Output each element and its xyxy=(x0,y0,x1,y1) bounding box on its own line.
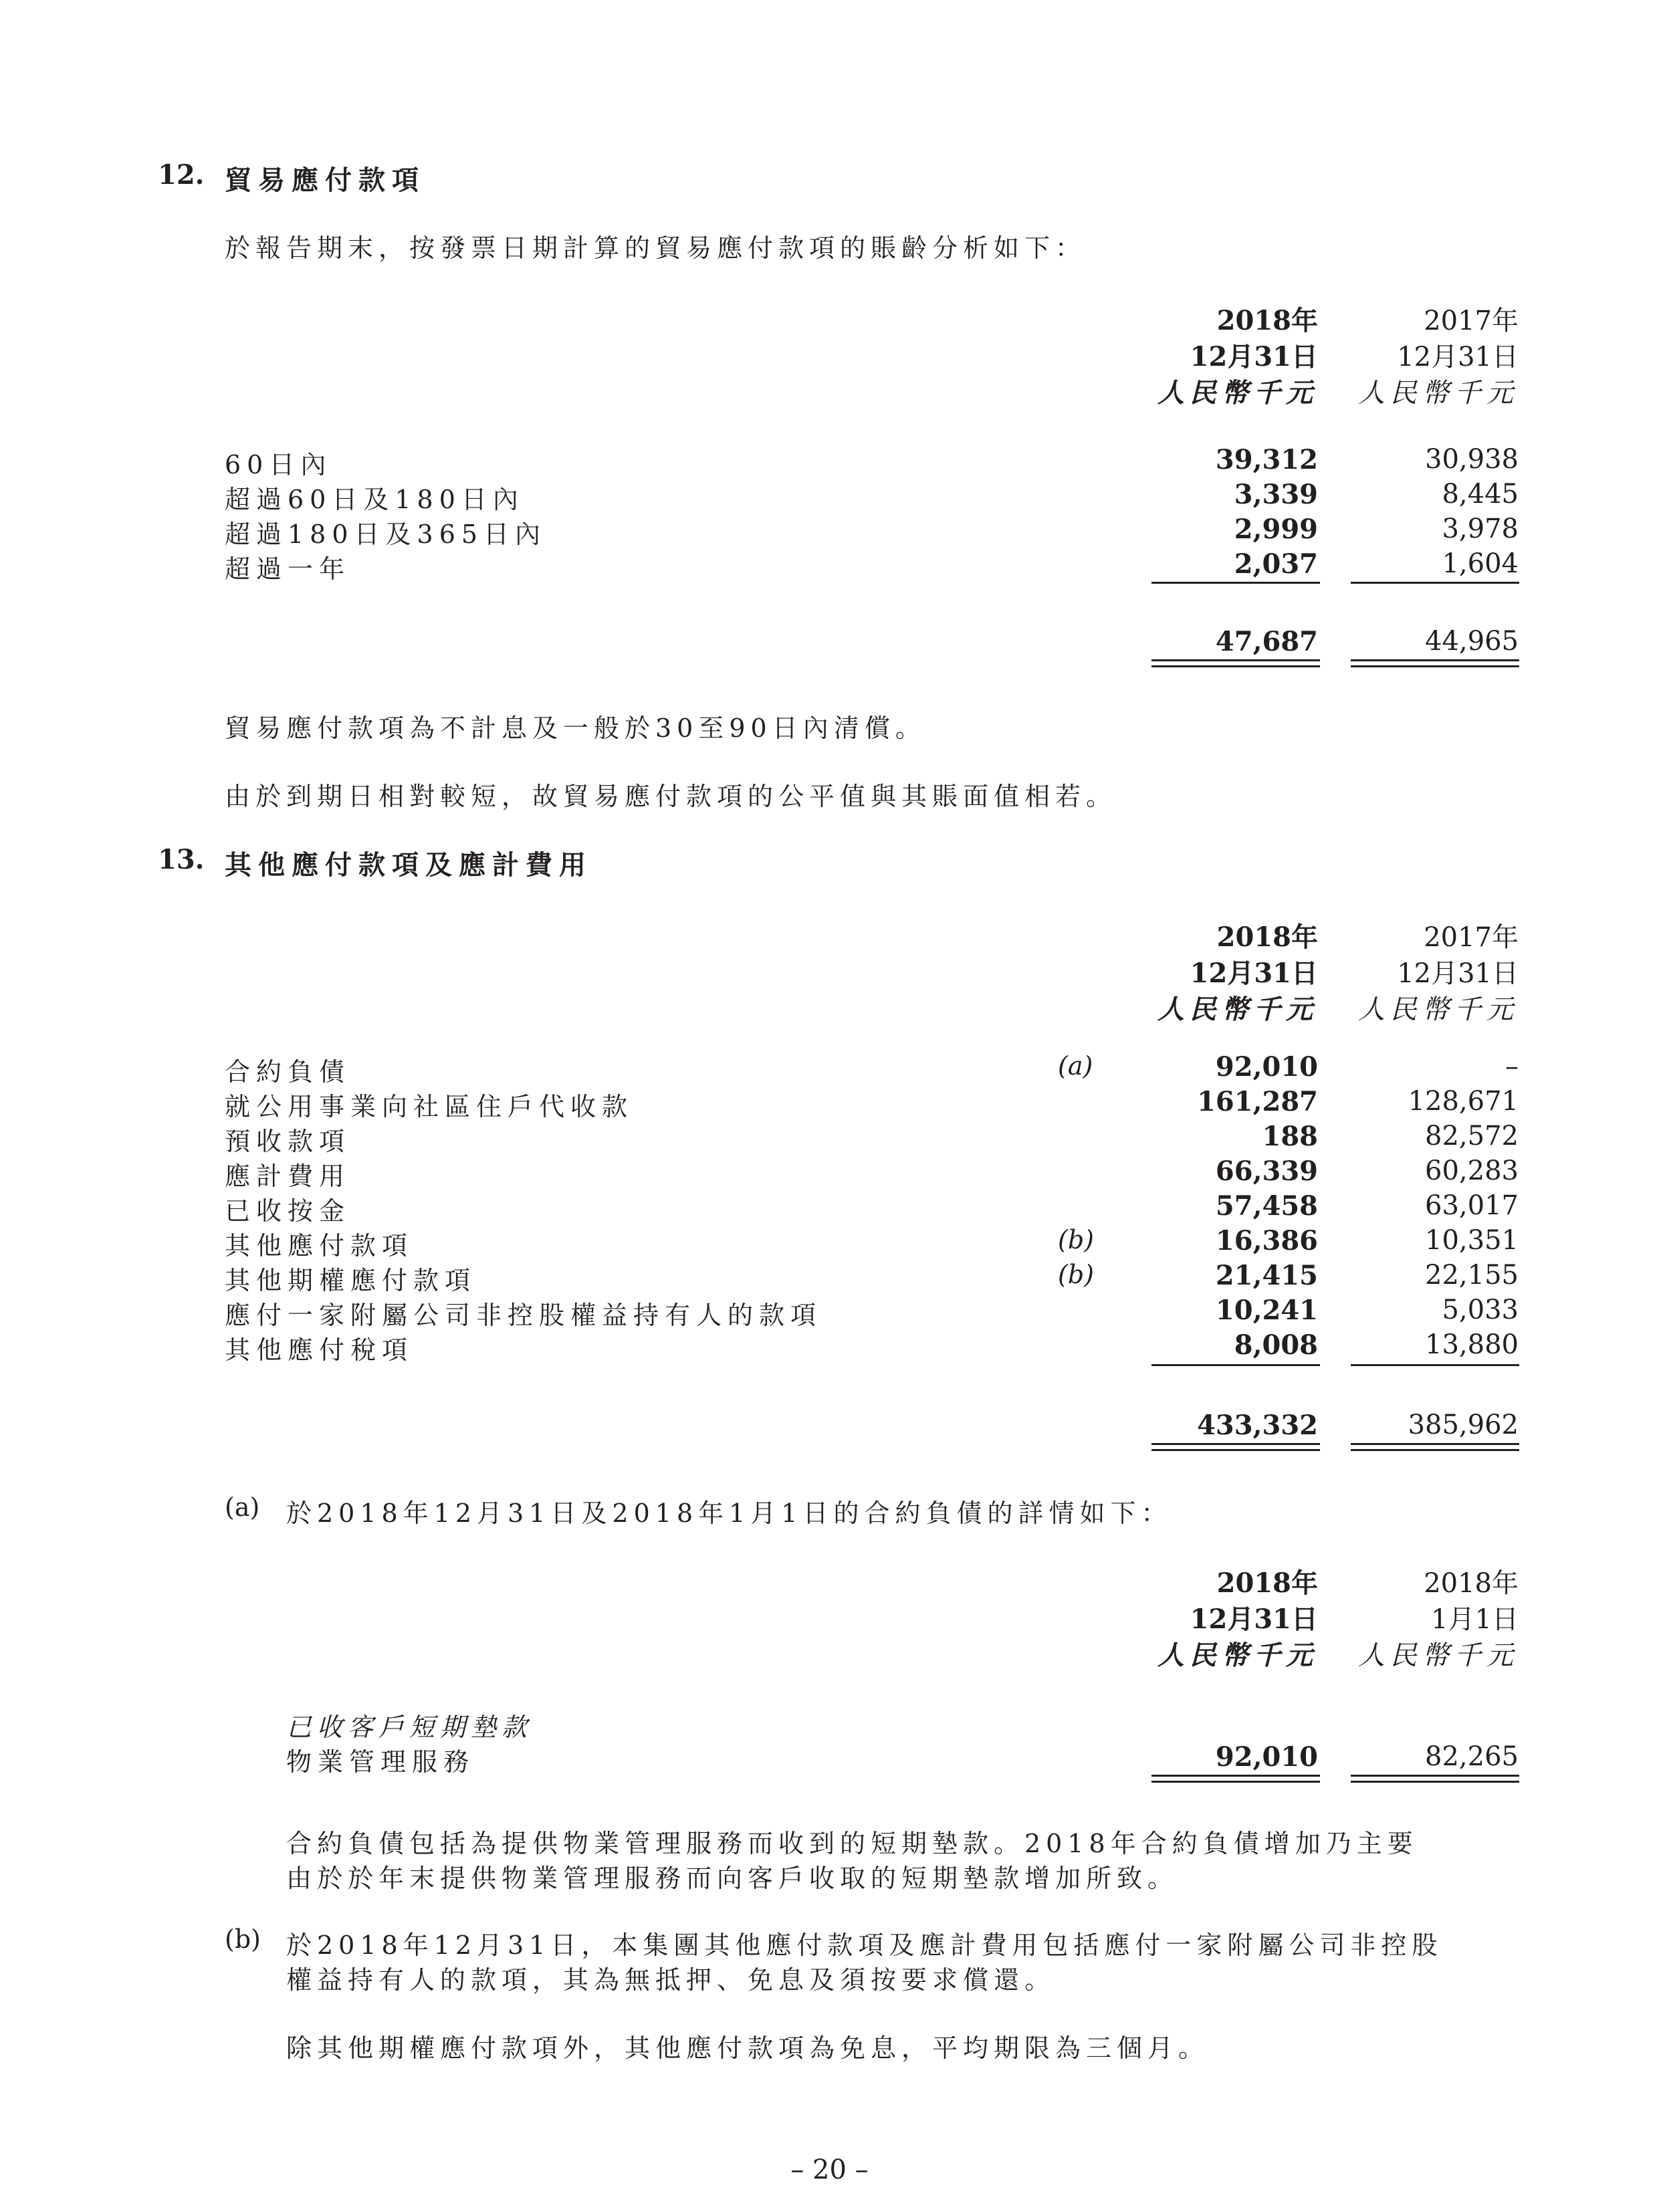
row-label: 應付一家附屬公司非控股權益持有人的款項 xyxy=(225,1301,822,1330)
section-13-title: 其他應付款項及應計費用 xyxy=(225,849,592,881)
value-2018: 2,037 xyxy=(1234,548,1318,580)
row-label: 超過一年 xyxy=(225,554,351,584)
value-2017: 1,604 xyxy=(1442,548,1519,579)
s12-col-2018-date: 12月31日 xyxy=(1190,341,1318,372)
subtotal-rule xyxy=(1351,582,1519,584)
row-label: 就公用事業向社區住戶代收款 xyxy=(225,1092,634,1121)
section-12-intro: 於報告期末，按發票日期計算的貿易應付款項的賬齡分析如下： xyxy=(225,233,1087,263)
note-a-para-line-1: 合約負債包括為提供物業管理服務而收到的短期墊款。2018年合約負債增加乃主要 xyxy=(286,1829,1418,1858)
value-2018: 21,415 xyxy=(1215,1260,1318,1291)
value-2018: 57,458 xyxy=(1215,1190,1318,1222)
row-label: 物業管理服務 xyxy=(286,1747,475,1777)
total-double-rule xyxy=(1151,1443,1320,1451)
value-2017: 63,017 xyxy=(1425,1190,1519,1221)
s13-col-2017-year: 2017年 xyxy=(1424,922,1519,953)
note-b-para: 除其他期權應付款項外，其他應付款項為免息，平均期限為三個月。 xyxy=(286,2033,1210,2063)
note-a-double-rule xyxy=(1351,1775,1519,1783)
s13-col-2018-date: 12月31日 xyxy=(1190,958,1318,989)
row-label: 其他期權應付款項 xyxy=(225,1266,477,1295)
value-2018: 66,339 xyxy=(1215,1155,1318,1187)
section-12-para-1: 貿易應付款項為不計息及一般於30至90日內清償。 xyxy=(225,713,926,743)
row-note-ref: (b) xyxy=(1058,1260,1094,1289)
value-2017: 5,033 xyxy=(1442,1295,1519,1325)
section-13-number: 13. xyxy=(158,844,205,875)
s12-col-2018-unit: 人民幣千元 xyxy=(1157,377,1318,409)
total-double-rule xyxy=(1151,659,1320,667)
section-12-para-2: 由於到期日相對較短，故貿易應付款項的公平值與其賬面值相若。 xyxy=(225,782,1117,811)
value-2018: 2,999 xyxy=(1234,514,1318,545)
subtotal-rule xyxy=(1351,1364,1519,1366)
row-label: 已收按金 xyxy=(225,1196,351,1226)
value-2017: 3,978 xyxy=(1442,514,1519,544)
value-2017: 8,445 xyxy=(1442,479,1519,510)
value-2017: 13,880 xyxy=(1425,1329,1519,1360)
note-b-marker: (b) xyxy=(225,1924,261,1954)
s13-col-2018-year: 2018年 xyxy=(1216,921,1318,953)
note-a-intro: 於2018年12月31日及2018年1月1日的合約負債的詳情如下： xyxy=(286,1499,1172,1528)
total-double-rule xyxy=(1351,1443,1519,1451)
note-a-col2-date: 1月1日 xyxy=(1431,1604,1519,1635)
page-number: – 20 – xyxy=(790,2154,869,2185)
note-a-double-rule xyxy=(1151,1775,1320,1783)
note-a-para-line-2: 由於於年末提供物業管理服務而向客戶收取的短期墊款增加所致。 xyxy=(286,1864,1179,1893)
row-label: 超過60日及180日內 xyxy=(225,485,524,514)
value-2018: 92,010 xyxy=(1215,1051,1318,1083)
note-a-value-2: 82,265 xyxy=(1425,1741,1519,1772)
section-12-title: 貿易應付款項 xyxy=(225,164,425,196)
total-2018: 433,332 xyxy=(1197,1410,1318,1441)
note-a-col1-year: 2018年 xyxy=(1216,1567,1318,1599)
row-label: 60日內 xyxy=(225,450,332,479)
subtotal-rule xyxy=(1151,1364,1320,1366)
value-2017: 22,155 xyxy=(1425,1260,1519,1291)
value-2017: 10,351 xyxy=(1425,1225,1519,1256)
row-label: 超過180日及365日內 xyxy=(225,520,547,549)
row-label: 應計費用 xyxy=(225,1162,351,1191)
note-a-col2-year: 2018年 xyxy=(1424,1568,1519,1599)
row-note-ref: (b) xyxy=(1058,1225,1094,1254)
value-2017: 30,938 xyxy=(1425,444,1519,475)
s13-col-2017-unit: 人民幣千元 xyxy=(1358,994,1519,1025)
note-a-caption: 已收客戶短期墊款 xyxy=(286,1712,533,1742)
value-2018: 8,008 xyxy=(1234,1329,1318,1361)
value-2017: 128,671 xyxy=(1408,1086,1519,1117)
note-b-line-1: 於2018年12月31日，本集團其他應付款項及應計費用包括應付一家附屬公司非控股 xyxy=(286,1930,1443,1960)
note-a-col1-date: 12月31日 xyxy=(1190,1603,1318,1635)
subtotal-rule xyxy=(1151,582,1320,584)
value-2017: 60,283 xyxy=(1425,1155,1519,1186)
s12-col-2017-year: 2017年 xyxy=(1424,306,1519,336)
value-2018: 188 xyxy=(1262,1121,1318,1152)
value-2017: 82,572 xyxy=(1425,1121,1519,1151)
value-2017: – xyxy=(1505,1051,1519,1082)
row-label: 其他應付稅項 xyxy=(225,1335,414,1365)
note-b-line-2: 權益持有人的款項，其為無抵押、免息及須按要求償還。 xyxy=(286,1965,1056,1995)
note-a-col1-unit: 人民幣千元 xyxy=(1157,1640,1318,1671)
section-12-number: 12. xyxy=(158,159,205,191)
value-2018: 16,386 xyxy=(1215,1225,1318,1256)
s12-col-2017-unit: 人民幣千元 xyxy=(1358,378,1519,409)
note-a-marker: (a) xyxy=(225,1492,260,1522)
total-2017: 44,965 xyxy=(1425,626,1519,657)
total-double-rule xyxy=(1351,659,1519,667)
s12-col-2017-date: 12月31日 xyxy=(1397,342,1519,372)
value-2018: 10,241 xyxy=(1215,1295,1318,1326)
value-2018: 161,287 xyxy=(1197,1086,1318,1117)
note-a-value-1: 92,010 xyxy=(1215,1741,1318,1773)
s13-col-2017-date: 12月31日 xyxy=(1397,958,1519,989)
row-note-ref: (a) xyxy=(1058,1051,1093,1081)
value-2018: 3,339 xyxy=(1234,479,1318,510)
row-label: 預收款項 xyxy=(225,1127,351,1156)
total-2018: 47,687 xyxy=(1215,626,1318,657)
value-2018: 39,312 xyxy=(1215,444,1318,475)
row-label: 合約負債 xyxy=(225,1057,351,1087)
note-a-col2-unit: 人民幣千元 xyxy=(1358,1640,1519,1671)
s13-col-2018-unit: 人民幣千元 xyxy=(1157,994,1318,1025)
s12-col-2018-year: 2018年 xyxy=(1216,305,1318,336)
row-label: 其他應付款項 xyxy=(225,1231,414,1260)
total-2017: 385,962 xyxy=(1408,1410,1519,1440)
